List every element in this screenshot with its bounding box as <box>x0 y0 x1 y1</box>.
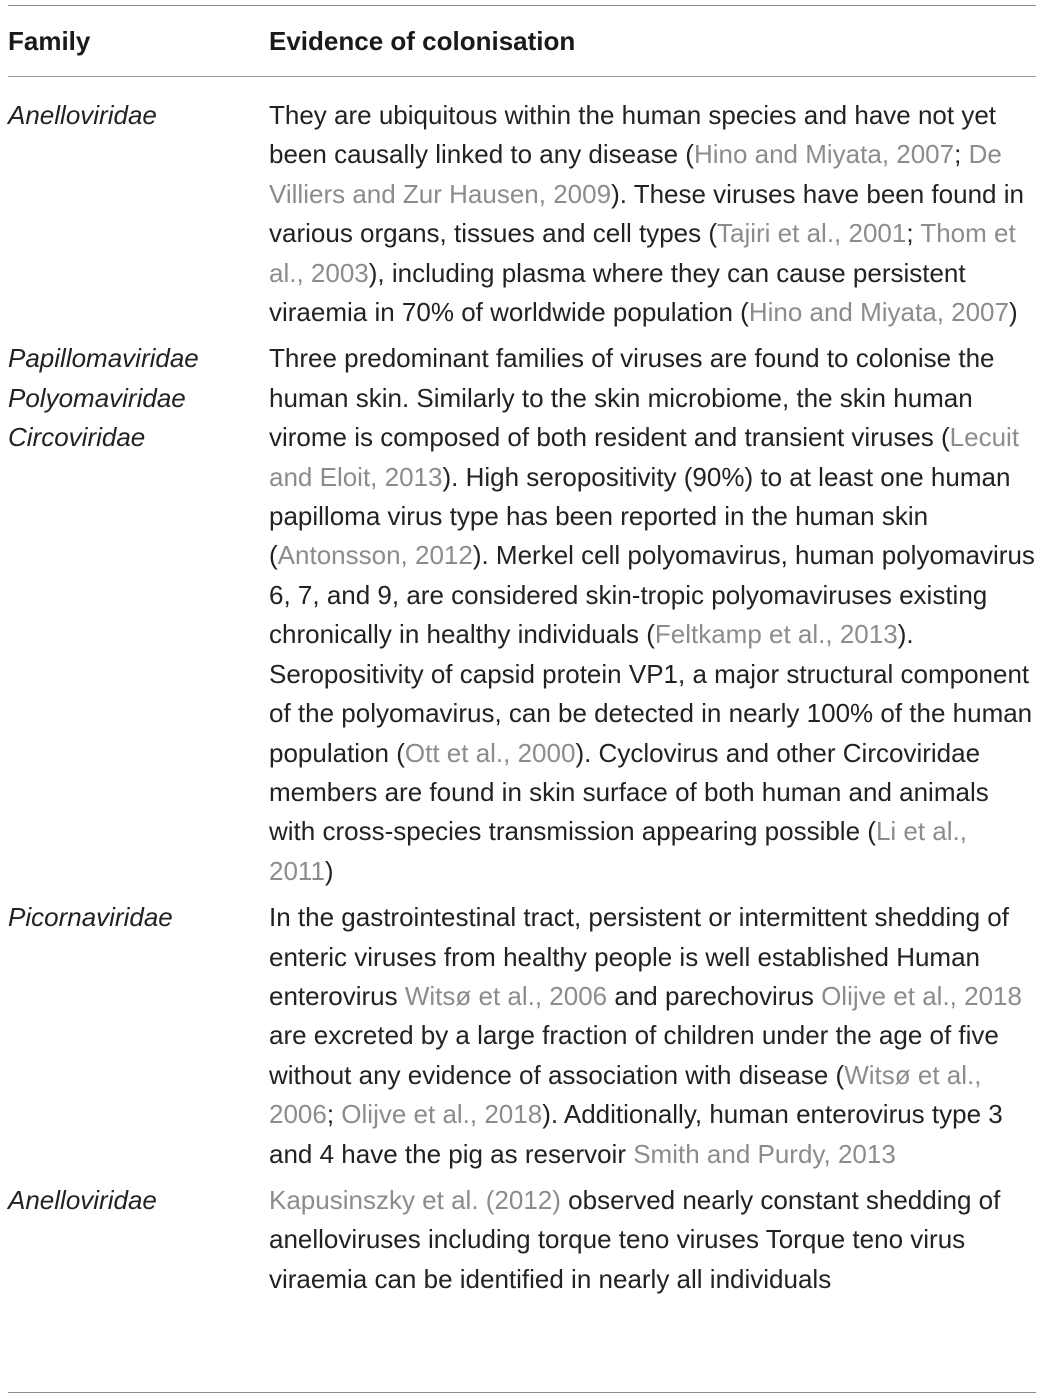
family-cell <box>8 898 269 1174</box>
evidence-text: In the gastrointestinal tract, persistent or intermittent shedding of enteric viruses from healthy people is well established Human enterovirus <box>269 902 1009 1011</box>
evidence-text: and parechovirus <box>607 980 822 1011</box>
citation-link[interactable]: Hino and Miyata, 2007 <box>748 297 1009 328</box>
evidence-text: ; <box>326 1099 342 1130</box>
evidence-cell <box>269 339 1036 891</box>
family-cell <box>8 1181 269 1299</box>
evidence-cell <box>269 898 1036 1174</box>
evidence-text: ; <box>954 139 969 170</box>
evidence-text: ). Additionally, human enterovirus type 3 and 4 have the pig as reservoir <box>269 1099 1003 1169</box>
evidence-text: observed nearly constant shedding of anelloviruses including torque teno viruses Torque teno virus viraemia can be identified in nearly all individuals <box>269 1184 1001 1294</box>
family-name: Papillomaviridae <box>8 343 199 374</box>
evidence-text: ). These viruses have been found in various organs, tissues and cell types ( <box>269 178 1024 249</box>
citation-link[interactable]: Olijve et al., 2018 <box>341 1099 543 1130</box>
table-row <box>8 77 1036 332</box>
family-name: Anelloviridae <box>8 100 157 130</box>
citation-link[interactable]: Kapusinszky et al. (2012) <box>269 1184 561 1215</box>
evidence-cell <box>269 1181 1036 1299</box>
citation-link[interactable]: Tajiri et al., 2001 <box>717 218 907 249</box>
citation-link[interactable]: Lecuit and Eloit, 2013 <box>269 422 1020 492</box>
citation-link[interactable]: De Villiers and Zur Hausen, 2009 <box>269 139 1002 209</box>
evidence-text: ). Merkel cell polyomavirus, human polyomavirus 6, 7, and 9, are considered skin-tropic polyomaviruses existing chronically in healthy individuals ( <box>269 540 1035 650</box>
table-row <box>8 891 1036 1174</box>
evidence-text: Three predominant families of viruses are found to colonise the human skin. Similarly to the skin microbiome, the skin human virome is composed of both resident and transient viruses ( <box>269 343 995 453</box>
family-name: Polyomaviridae <box>8 382 186 413</box>
table-header <box>8 6 1036 76</box>
family-cell <box>8 96 269 332</box>
evidence-text: ; <box>906 218 921 249</box>
evidence-text: ). High seropositivity (90%) to at least one human papilloma virus type has been reported in the human skin ( <box>269 461 1011 571</box>
citation-link[interactable]: Witsø et al., 2006 <box>269 1059 982 1130</box>
bottom-rule <box>8 1392 1036 1393</box>
citation-link[interactable]: Olijve et al., 2018 <box>821 980 1022 1011</box>
evidence-text: ). Seropositivity of capsid protein VP1, a major structural component of the polyomavirus, can be detected in nearly 100% of the human population ( <box>269 619 1033 768</box>
family-name: Picornaviridae <box>8 902 173 933</box>
evidence-cell <box>269 96 1036 332</box>
evidence-text: They are ubiquitous within the human species and have not yet been causally linked to any disease ( <box>269 100 997 170</box>
citation-link[interactable]: Antonsson, 2012 <box>277 540 473 571</box>
table-row <box>8 1174 1036 1299</box>
evidence-text: are excreted by a large fraction of children under the age of five without any evidence of association with disease ( <box>269 1020 999 1090</box>
evidence-table <box>8 5 1036 1299</box>
evidence-text: ) <box>324 855 334 886</box>
citation-link[interactable]: Witsø et al., 2006 <box>404 980 608 1011</box>
citation-link[interactable]: Li et al., 2011 <box>269 816 967 886</box>
citation-link[interactable]: Smith and Purdy, 2013 <box>633 1138 896 1169</box>
citation-link[interactable]: Thom et al., 2003 <box>269 218 1016 288</box>
header-family: Family <box>8 25 91 56</box>
family-name: Circoviridae <box>8 422 146 453</box>
evidence-text: ), including plasma where they can cause persistent viraemia in 70% of worldwide population ( <box>269 257 966 328</box>
evidence-text: ). Cyclovirus and other Circoviridae members are found in skin surface of both human and animals with cross-species transmission appearing possible ( <box>269 737 989 847</box>
citation-link[interactable]: Feltkamp et al., 2013 <box>654 619 898 650</box>
header-evidence: Evidence of colonisation <box>269 25 576 56</box>
evidence-text: ) <box>1008 297 1018 328</box>
family-name: Anelloviridae <box>8 1184 157 1215</box>
family-cell <box>8 339 269 891</box>
table-row <box>8 332 1036 891</box>
citation-link[interactable]: Ott et al., 2000 <box>404 737 576 768</box>
citation-link[interactable]: Hino and Miyata, 2007 <box>693 139 955 170</box>
